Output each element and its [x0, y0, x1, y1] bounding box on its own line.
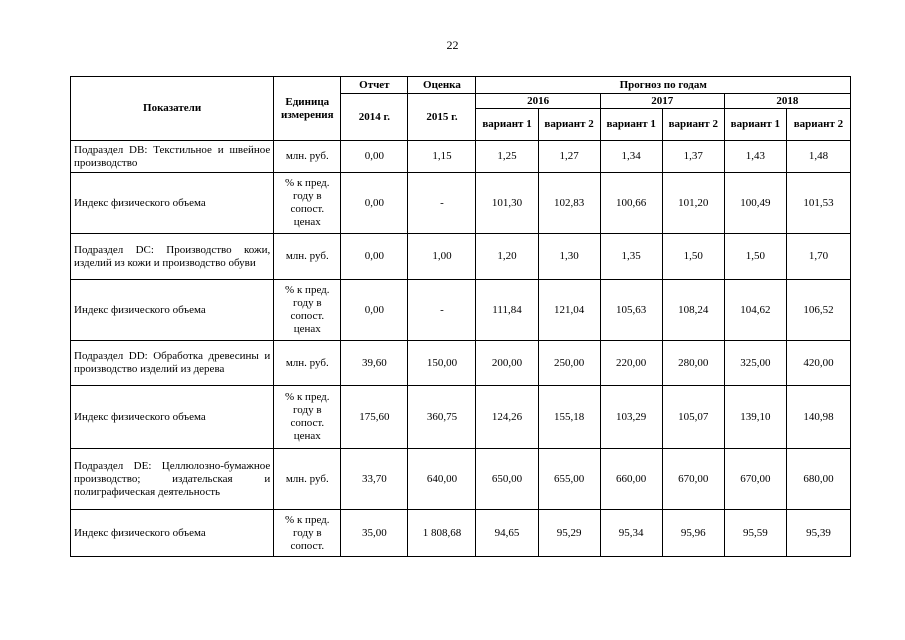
value-cell: 33,70 — [341, 449, 408, 510]
table-row — [71, 234, 851, 280]
table-row — [71, 449, 851, 510]
indicator-cell: Индекс физического объема — [71, 280, 274, 341]
value-cell: 650,00 — [476, 449, 538, 510]
value-cell: 111,84 — [476, 280, 538, 341]
indicator-cell: Индекс физического объема — [71, 510, 274, 557]
header-year-2015: 2015 г. — [408, 94, 476, 141]
unit-cell: млн. руб. — [274, 234, 341, 280]
value-cell: 655,00 — [538, 449, 600, 510]
indicator-cell: Индекс физического объема — [71, 386, 274, 449]
value-cell: 1,43 — [724, 141, 786, 173]
value-cell: 102,83 — [538, 173, 600, 234]
value-cell: 95,96 — [662, 510, 724, 557]
header-forecast: Прогноз по годам — [476, 77, 851, 94]
header-variant: вариант 1 — [476, 109, 538, 141]
value-cell: - — [408, 280, 476, 341]
value-cell: 139,10 — [724, 386, 786, 449]
value-cell: 101,20 — [662, 173, 724, 234]
value-cell: 1,30 — [538, 234, 600, 280]
value-cell: 155,18 — [538, 386, 600, 449]
value-cell: 1,15 — [408, 141, 476, 173]
unit-cell: % к пред. году в сопост. ценах — [274, 386, 341, 449]
indicator-cell: Подраздел DC: Производство кожи, изделий из кожи и производство обуви — [71, 234, 274, 280]
value-cell: 680,00 — [786, 449, 850, 510]
value-cell: 101,53 — [786, 173, 850, 234]
value-cell: 105,07 — [662, 386, 724, 449]
indicator-cell: Подраздел DE: Целлюлозно-бумажное производство; издательская и полиграфическая деятельность — [71, 449, 274, 510]
value-cell: 1,70 — [786, 234, 850, 280]
value-cell: 0,00 — [341, 280, 408, 341]
value-cell: 175,60 — [341, 386, 408, 449]
value-cell: 1,50 — [724, 234, 786, 280]
unit-cell: млн. руб. — [274, 141, 341, 173]
header-estimate: Оценка — [408, 77, 476, 94]
value-cell: 1 808,68 — [408, 510, 476, 557]
unit-cell: % к пред. году в сопост. ценах — [274, 173, 341, 234]
value-cell: 94,65 — [476, 510, 538, 557]
value-cell: 660,00 — [600, 449, 662, 510]
table-row — [71, 510, 851, 557]
value-cell: 103,29 — [600, 386, 662, 449]
header-unit: Единица измерения — [274, 77, 341, 141]
value-cell: 1,34 — [600, 141, 662, 173]
value-cell: 250,00 — [538, 341, 600, 386]
value-cell: 420,00 — [786, 341, 850, 386]
value-cell: 1,25 — [476, 141, 538, 173]
value-cell: 325,00 — [724, 341, 786, 386]
header-year-2018: 2018 — [724, 94, 850, 109]
value-cell: 1,48 — [786, 141, 850, 173]
value-cell: 1,50 — [662, 234, 724, 280]
value-cell: 101,30 — [476, 173, 538, 234]
unit-cell: млн. руб. — [274, 449, 341, 510]
value-cell: 200,00 — [476, 341, 538, 386]
forecast-table — [70, 76, 851, 557]
header-variant: вариант 2 — [786, 109, 850, 141]
value-cell: 106,52 — [786, 280, 850, 341]
header-variant: вариант 2 — [662, 109, 724, 141]
value-cell: 670,00 — [662, 449, 724, 510]
value-cell: 100,66 — [600, 173, 662, 234]
value-cell: 100,49 — [724, 173, 786, 234]
value-cell: 1,20 — [476, 234, 538, 280]
header-year-2014: 2014 г. — [341, 94, 408, 141]
value-cell: 220,00 — [600, 341, 662, 386]
table-row — [71, 341, 851, 386]
unit-cell: млн. руб. — [274, 341, 341, 386]
value-cell: 1,35 — [600, 234, 662, 280]
value-cell: 140,98 — [786, 386, 850, 449]
header-variant: вариант 1 — [600, 109, 662, 141]
header-year-2017: 2017 — [600, 94, 724, 109]
value-cell: 35,00 — [341, 510, 408, 557]
unit-cell: % к пред. году в сопост. ценах — [274, 280, 341, 341]
value-cell: 95,34 — [600, 510, 662, 557]
indicator-cell: Подраздел DB: Текстильное и швейное производство — [71, 141, 274, 173]
unit-cell: % к пред. году в сопост. — [274, 510, 341, 557]
header-variant: вариант 2 — [538, 109, 600, 141]
indicator-cell: Индекс физического объема — [71, 173, 274, 234]
header-indicators: Показатели — [71, 77, 274, 141]
value-cell: 95,29 — [538, 510, 600, 557]
value-cell: 39,60 — [341, 341, 408, 386]
value-cell: 95,39 — [786, 510, 850, 557]
value-cell: 670,00 — [724, 449, 786, 510]
value-cell: 95,59 — [724, 510, 786, 557]
table-row — [71, 141, 851, 173]
table-row — [71, 280, 851, 341]
header-report: Отчет — [341, 77, 408, 94]
value-cell: - — [408, 173, 476, 234]
value-cell: 0,00 — [341, 141, 408, 173]
value-cell: 640,00 — [408, 449, 476, 510]
value-cell: 1,00 — [408, 234, 476, 280]
value-cell: 105,63 — [600, 280, 662, 341]
value-cell: 280,00 — [662, 341, 724, 386]
header-variant: вариант 1 — [724, 109, 786, 141]
value-cell: 104,62 — [724, 280, 786, 341]
header-year-2016: 2016 — [476, 94, 600, 109]
page-number: 22 — [446, 38, 459, 52]
table-row — [71, 386, 851, 449]
value-cell: 0,00 — [341, 234, 408, 280]
value-cell: 360,75 — [408, 386, 476, 449]
indicator-cell: Подраздел DD: Обработка древесины и производство изделий из дерева — [71, 341, 274, 386]
value-cell: 121,04 — [538, 280, 600, 341]
value-cell: 0,00 — [341, 173, 408, 234]
value-cell: 108,24 — [662, 280, 724, 341]
value-cell: 1,37 — [662, 141, 724, 173]
value-cell: 1,27 — [538, 141, 600, 173]
value-cell: 124,26 — [476, 386, 538, 449]
table-row — [71, 173, 851, 234]
value-cell: 150,00 — [408, 341, 476, 386]
